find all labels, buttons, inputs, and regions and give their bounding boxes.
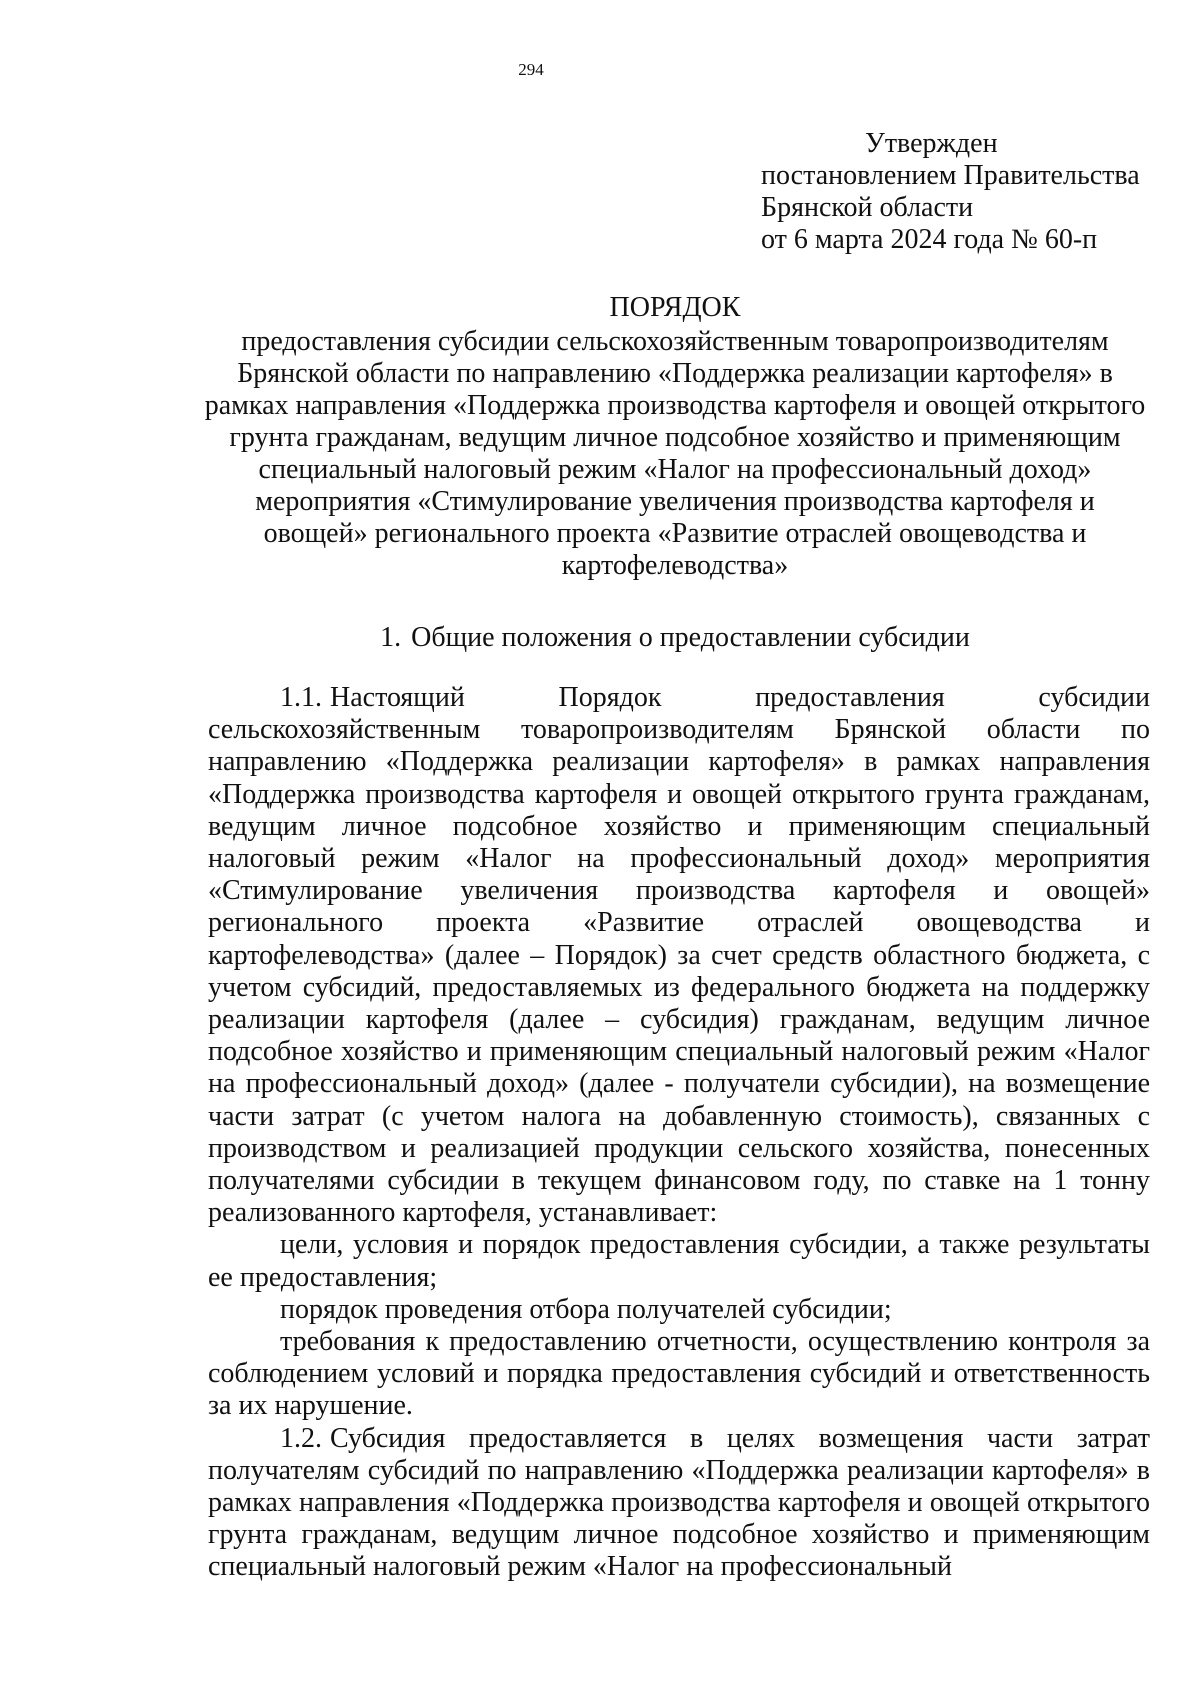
approval-line-1: Утвержден [865, 128, 998, 159]
document-subtitle: предоставления субсидии сельскохозяйственным товаропроизводителям Брянской области по направлению «Поддержка реализации картофеля» в рамках направления «Поддержка производства картофеля и овощей открытого грунта гражданам, ведущим личное подсобное хозяйство и применяющим специальный налоговый режим «Налог на профессиональный доход» мероприятия «Стимулирование увеличения производства картофеля и овощей» регионального проекта «Развитие отраслей овощеводства и картофелеводства» [204, 326, 1146, 581]
clause-number: 1.2. [280, 1422, 322, 1454]
approval-stamp [761, 128, 1161, 256]
approval-line-3: Брянской области [761, 192, 974, 223]
paragraph-1-2 [208, 1423, 1150, 1584]
paragraph-text: порядок проведения отбора получателей субсидии; [280, 1293, 892, 1325]
clause-number: 1.1. [280, 682, 322, 713]
section-heading [200, 622, 1150, 654]
section-number: 1. [380, 622, 402, 653]
page-number: 294 [518, 60, 544, 79]
paragraph-text: Настоящий Порядок предоставления субсидии сельскохозяйственным товаропроизводителям Брянской области по направлению «Поддержка реализации картофеля» в рамках направления «Поддержка производства картофеля и овощей открытого грунта гражданам, ведущим личное подсобное хозяйство и применяющим специальный налоговый режим «Налог на профессиональный доход» мероприятия «Стимулирование увеличения производства картофеля и овощей» регионального проекта «Развитие отраслей овощеводства и картофелеводства» (далее – Порядок) за счет средств областного бюджета, с учетом субсидий, предоставляемых из федерального бюджета на поддержку реализации картофеля (далее – субсидия) гражданам, ведущим личное подсобное хозяйство и применяющим специальный налоговый режим «Налог на профессиональный доход» (далее - получатели субсидии), на возмещение части затрат (с учетом налога на добавленную стоимость), связанных с производством и реализацией продукции сельского хозяйства, понесенных получателями субсидии в текущем финансовом году, по ставке на 1 тонну реализованного картофеля, устанавливает: [208, 682, 1150, 1229]
document-title: ПОРЯДОК [609, 292, 741, 323]
list-item [208, 1294, 1150, 1326]
paragraph-text: требования к предоставлению отчетности, осуществлению контроля за соблюдением условий и порядка предоставления субсидий и ответственность за их нарушение. [208, 1326, 1150, 1422]
paragraph-1-1 [208, 682, 1150, 1229]
paragraph-text: Субсидия предоставляется в целях возмещения части затрат получателям субсидий по направлению «Поддержка реализации картофеля» в рамках направления «Поддержка производства картофеля и овощей открытого грунта гражданам, ведущим личное подсобное хозяйство и применяющим специальный налоговый режим «Налог на профессиональный [208, 1422, 1150, 1583]
body-text [208, 682, 1150, 1584]
paragraph-text: цели, условия и порядок предоставления субсидии, а также результаты ее предоставления; [208, 1229, 1150, 1293]
document-title-block [200, 292, 1150, 582]
list-item [208, 1229, 1150, 1293]
section-title: Общие положения о предоставлении субсидии [411, 622, 970, 653]
list-item [208, 1326, 1150, 1423]
approval-line-2: постановлением Правительства [761, 160, 1140, 191]
approval-line-4: от 6 марта 2024 года № 60-п [761, 224, 1098, 255]
